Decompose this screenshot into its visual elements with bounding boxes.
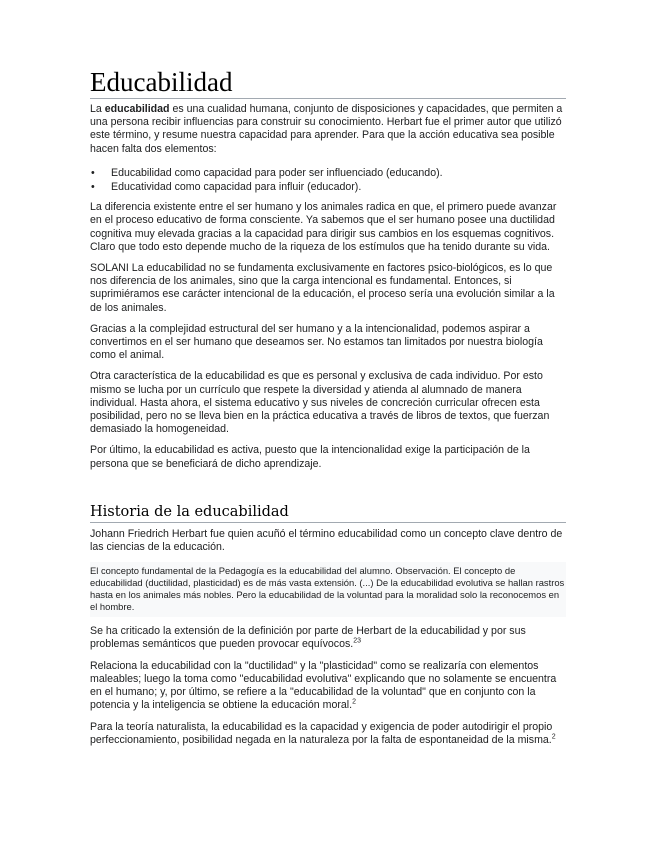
history-paragraph — [90, 660, 566, 713]
history-text: Relaciona la educabilidad con la "ductilidad" y la "plasticidad" como se realizaría con elementos maleables; luego la toma como "educabilidad evolutiva" explicando que no solamente se encuentra en el humano; y, por último, se refiere a la "educabilidad de la voluntad" que en conjunto con la potencia y la inteligencia se obtiene la educación moral. — [90, 659, 557, 712]
elements-list — [90, 167, 566, 194]
paragraph: Gracias a la complejidad estructural del ser humano y a la intencionalidad, podemos aspirar a convertimos en el ser humano que deseamos ser. No estamos tan limitados por nuestra biología como el animal. — [90, 322, 543, 362]
footnote-ref[interactable]: 23 — [353, 637, 362, 645]
list-item-text: Educatividad como capacidad para influir (educador). — [111, 181, 362, 194]
history-text: Se ha criticado la extensión de la definición por parte de Herbart de la educabilidad y por sus problemas semánticos que pueden provocar equívocos. — [90, 625, 526, 651]
blockquote: El concepto fundamental de la Pedagogía es la educabilidad del alumno. Observación. El concepto de educabilidad (ductilidad, plasticidad) es de más vasta extensión. (...) De la educabilidad evolutiva se hallan rastros hasta en los animales más nobles. Pero la educabilidad de la voluntad para la moralidad solo la reconocemos en el hombre. — [90, 562, 566, 617]
page-title: Educabilidad — [90, 66, 566, 99]
paragraph: La diferencia existente entre el ser humano y los animales radica en que, el primero puede avanzar en el proceso educativo de forma consciente. Ya sabemos que el ser humano posee una ductilidad cognitiva muy elevada gracias a la capacidad para dirigir sus cambios en los esquemas cognitivos. Claro que todo esto depende mucho de la riqueza de los estímulos que ha tenido durante su vida. — [90, 201, 557, 253]
intro-before: La — [90, 103, 105, 115]
bullet-icon: • — [91, 166, 95, 179]
paragraph: Otra característica de la educabilidad es que es personal y exclusiva de cada individuo. Por esto mismo se lucha por un currículo que respete la diversidad y atienda al alumnado de manera individual. Hasta ahora, el sistema educativo y sus niveles de concreción curricular ofrecen esta posibilidad, pero no se lleva bien en la práctica educativa a través de libros de textos, que fuerzan demasiado la homogeneidad. — [90, 370, 550, 436]
list-item — [90, 167, 566, 180]
intro-term: educabilidad — [104, 103, 170, 115]
history-paragraph: Johann Friedrich Herbart fue quien acuñó el término educabilidad como un concepto clave dentro de las ciencias de la educación. — [90, 527, 563, 554]
paragraph: SOLANI La educabilidad no se fundamenta exclusivamente en factores psico-biológicos, es lo que nos diferencia de los animales, sino que la carga intencional es fundamental. Entonces, si suprimiéramos ese carácter intencional de la educación, el proceso sería una evolución similar a la de los animales. — [90, 262, 555, 314]
intro-after: es una cualidad humana, conjunto de disposiciones y capacidades, que permiten a una persona recibir influencias para construir su conocimiento. Herbart fue el primer autor que utilizó este término, y resume nuestra capacidad para aprender. Para que la acción educativa sea posible hacen falta dos elementos: — [90, 103, 563, 155]
history-paragraph — [90, 625, 566, 651]
article — [90, 66, 566, 755]
bullet-icon: • — [91, 181, 95, 194]
history-paragraph — [90, 721, 566, 747]
footnote-ref[interactable]: 2 — [352, 698, 356, 706]
list-item-text: Educabilidad como capacidad para poder ser influenciado (educando). — [111, 166, 443, 179]
intro-paragraph — [90, 103, 566, 156]
history-text: Para la teoría naturalista, la educabilidad es la capacidad y exigencia de poder autodirigir el propio perfeccionamiento, posibilidad negada en la naturaleza por la falta de espontaneidad de la misma. — [90, 720, 553, 746]
paragraph: Por último, la educabilidad es activa, puesto que la intencionalidad exige la participación de la persona que se beneficiará de dicho aprendizaje. — [90, 444, 530, 470]
section-heading-history: Historia de la educabilidad — [90, 503, 566, 523]
footnote-ref[interactable]: 2 — [551, 733, 556, 741]
list-item — [90, 181, 566, 194]
